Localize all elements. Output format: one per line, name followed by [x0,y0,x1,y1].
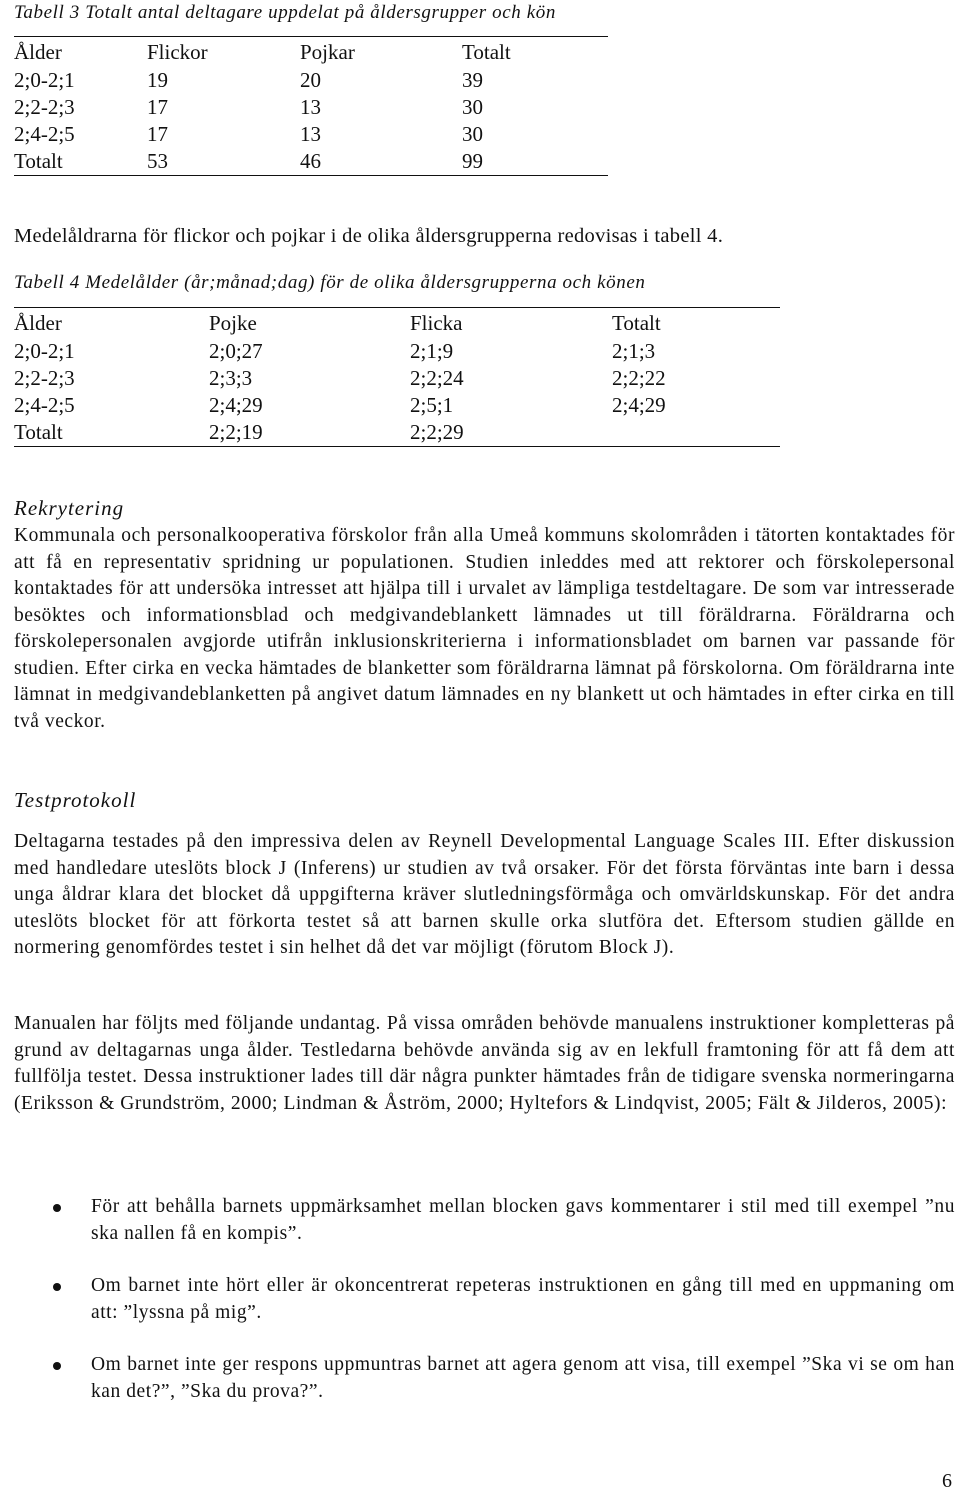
table-cell: 46 [300,149,321,173]
table-cell: 2;3;3 [209,366,253,390]
table3-header-cell: Pojkar [300,40,355,64]
page-number: 6 [942,1470,952,1492]
table-cell: 2;2;29 [410,420,464,444]
table-cell: 2;4;29 [209,393,263,417]
table4-header-cell: Ålder [14,311,62,335]
bullet-list [14,1194,955,1431]
paragraph-rekrytering: Kommunala och personalkooperativa förskolor från alla Umeå kommuns skolområden i tätorten kontaktades för att få en representativ spridning ur populationen. Studien inleddes med att rektorer och förskolepersonal kontaktades för att undersöka intresset att hjälpa till i urvalet av lämpliga testdeltagare. De som var intresserade besöktes och informationsblad och medgivandeblankett lämnades ut till föräldrarna. Föräldrarna och förskolepersonalen avgjorde utifrån inklusionskriterierna i informationsbladet om barnen var passande för studien. Efter cirka en vecka hämtades de blanketter som föräldrarna lämnat på förskolorna. Om föräldrarna inte lämnat in medgivandeblanketten på angivet datum lämnades en ny blankett ut och hämtades in efter cirka en till två veckor. [14,525,955,732]
list-item [14,1194,955,1247]
table-row [14,419,780,447]
table-cell: Totalt [14,420,63,444]
table-row [14,121,608,148]
table-cell: 53 [147,149,168,173]
table-row [14,94,608,121]
table-cell: 2;4-2;5 [14,122,75,146]
table4 [14,307,780,447]
table-row [14,338,780,365]
table3-caption: Tabell 3 Totalt antal deltagare uppdelat på åldersgrupper och kön [14,2,556,23]
table-cell: 17 [147,122,168,146]
table-row [14,67,608,94]
list-item-text: Om barnet inte ger respons uppmuntras barnet att agera genom att visa, till exempel ”Ska vi se om han kan det?”, ”Ska du prova?”. [91,1354,955,1402]
table-cell: 2;0-2;1 [14,339,75,363]
table-cell: 2;5;1 [410,393,454,417]
table-row [14,148,608,176]
list-item [14,1352,955,1405]
bullet-icon [53,1362,61,1370]
bullet-icon [53,1204,61,1212]
table-cell: 2;2-2;3 [14,95,75,119]
table-cell: 99 [462,149,483,173]
table-cell: 30 [462,122,483,146]
table4-header-cell: Totalt [612,311,661,335]
table-cell: 2;2-2;3 [14,366,75,390]
table-cell: 2;2;19 [209,420,263,444]
table-cell: 20 [300,68,321,92]
table-cell: Totalt [14,149,63,173]
table-cell: 2;2;24 [410,366,464,390]
table4-header-cell: Pojke [209,311,257,335]
table3-header-row [14,36,608,67]
table-cell: 13 [300,95,321,119]
table-cell: 2;0;27 [209,339,263,363]
table-row [14,365,780,392]
section-heading-testprotokoll: Testprotokoll [14,788,137,812]
table3-header-cell: Ålder [14,40,62,64]
table4-caption: Tabell 4 Medelålder (år;månad;dag) för de olika åldersgrupperna och könen [14,272,646,293]
table-cell: 2;1;3 [612,339,656,363]
paragraph-testprotokoll-1: Deltagarna testades på den impressiva delen av Reynell Developmental Language Scales III. Efter diskussion med handledare uteslöts block J (Inferens) ur studien av två orsaker. För det första förväntas inte barn i dessa unga åldrar klara det blocket då uppgifterna kräver slutledningsförmåga och omvärldskunskap. För det andra uteslöts blocket för att förkorta testet så att barnen skulle orka slutföra det. Eftersom studien gällde en normering genomfördes testet i sin helhet då det var möjligt (förutom Block J). [14,831,955,958]
table-cell: 2;0-2;1 [14,68,75,92]
table-cell: 13 [300,122,321,146]
table3 [14,36,608,176]
list-item-text: För att behålla barnets uppmärksamhet mellan blocken gavs kommentarer i stil med till exempel ”nu ska nallen få en kompis”. [91,1196,955,1244]
table-cell: 2;2;22 [612,366,666,390]
table-cell: 2;1;9 [410,339,454,363]
table-cell [612,419,780,446]
table-cell: 17 [147,95,168,119]
table3-header-cell: Flickor [147,40,208,64]
table4-header-row [14,307,780,338]
table4-header-cell: Flicka [410,311,463,335]
list-item [14,1273,955,1326]
list-item-text: Om barnet inte hört eller är okoncentrerat repeteras instruktionen en gång till med en uppmaning om att: ”lyssna på mig”. [91,1275,955,1323]
table-cell: 30 [462,95,483,119]
bullet-icon [53,1283,61,1291]
table-cell: 39 [462,68,483,92]
section-heading-rekrytering: Rekrytering [14,496,125,520]
table-cell: 2;4;29 [612,393,666,417]
table-cell: 2;4-2;5 [14,393,75,417]
intro-text: Medelåldrarna för flickor och pojkar i de olika åldersgrupperna redovisas i tabell 4. [14,225,724,247]
table-cell: 19 [147,68,168,92]
table-row [14,392,780,419]
table3-header-cell: Totalt [462,40,511,64]
paragraph-testprotokoll-2: Manualen har följts med följande undantag. På vissa områden behövde manualens instruktioner kompletteras på grund av deltagarnas unga ålder. Testledarna behövde använda sig av en lekfull framtoning för att få dem att fullfölja testet. Dessa instruktioner lades till där några punkter hämtades från de tidigare svenska normeringarna (Eriksson & Grundström, 2000; Lindman & Åström, 2000; Hyltefors & Lindqvist, 2005; Fält & Jilderos, 2005): [14,1013,955,1114]
